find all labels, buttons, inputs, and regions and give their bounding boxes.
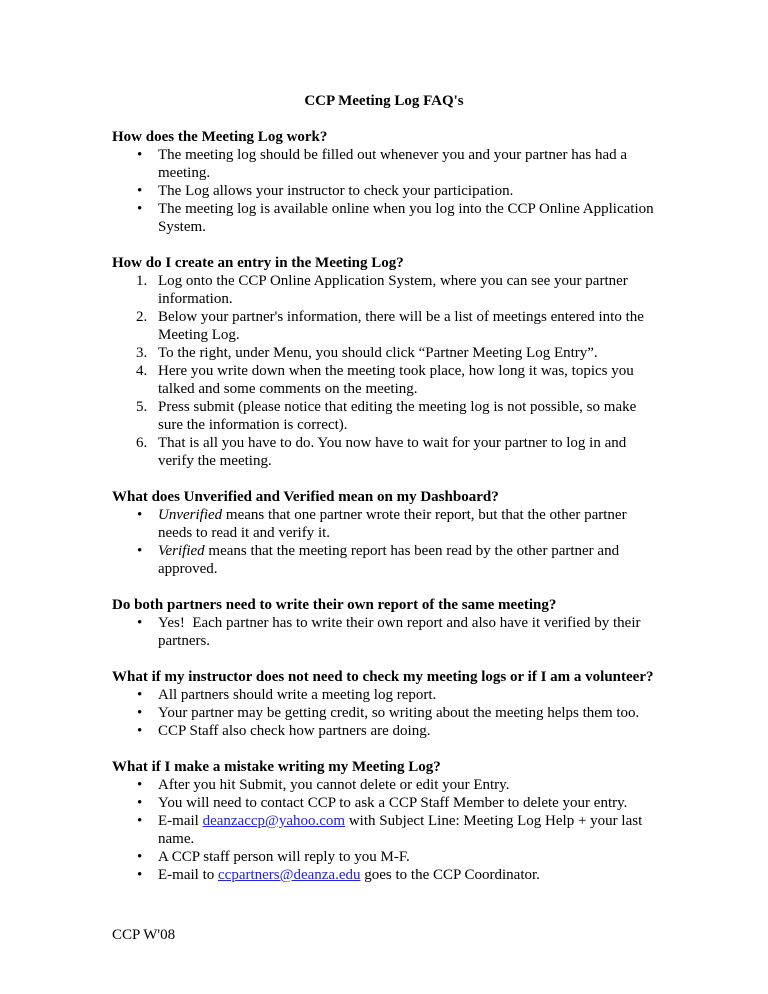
italic-text: Unverified — [158, 507, 223, 523]
faq-section — [112, 128, 656, 236]
list-item — [112, 398, 656, 434]
text-run: Press submit (please notice that editing the meeting log is not possible, so make sure the information is correct). — [158, 399, 641, 433]
text-run: means that one partner wrote their report, but that the other partner needs to read it and verify it. — [158, 507, 631, 541]
text-run: Your partner may be getting credit, so writing about the meeting helps them too. — [158, 705, 640, 721]
faq-section — [112, 668, 656, 740]
list-item — [112, 848, 656, 866]
section-heading: Do both partners need to write their own report of the same meeting? — [112, 597, 557, 613]
text-run: E-mail to — [158, 867, 218, 883]
text-run: The meeting log should be filled out whenever you and your partner has had a meeting. — [158, 147, 631, 181]
text-run: The meeting log is available online when you log into the CCP Online Application System. — [158, 201, 658, 235]
text-run: Here you write down when the meeting took place, how long it was, topics you talked and some comments on the meeting. — [158, 363, 638, 397]
list-item — [112, 272, 656, 308]
list-item — [112, 776, 656, 794]
section-heading: How do I create an entry in the Meeting Log? — [112, 255, 404, 271]
list-item — [112, 722, 656, 740]
email-link[interactable]: deanzaccp@yahoo.com — [202, 813, 346, 829]
list-item — [112, 200, 656, 236]
text-run: goes to the CCP Coordinator. — [360, 867, 540, 883]
document-body — [112, 92, 656, 884]
list-item — [112, 146, 656, 182]
faq-section — [112, 758, 656, 884]
text-run: You will need to contact CCP to ask a CCP Staff Member to delete your entry. — [158, 795, 628, 811]
list-item — [112, 614, 656, 650]
list-item — [112, 362, 656, 398]
bullet-list — [112, 686, 656, 740]
text-run: Log onto the CCP Online Application System, where you can see your partner information. — [158, 273, 632, 307]
list-item — [112, 812, 656, 848]
faq-section — [112, 488, 656, 578]
list-item — [112, 182, 656, 200]
list-item — [112, 686, 656, 704]
bullet-list — [112, 776, 656, 884]
text-run: means that the meeting report has been read by the other partner and approved. — [158, 543, 623, 577]
text-run: To the right, under Menu, you should click “Partner Meeting Log Entry”. — [158, 345, 598, 361]
faq-section — [112, 596, 656, 650]
section-heading: What if my instructor does not need to check my meeting logs or if I am a volunteer? — [112, 669, 654, 685]
bullet-list — [112, 614, 656, 650]
section-heading: How does the Meeting Log work? — [112, 129, 328, 145]
email-link[interactable]: ccpartners@deanza.edu — [218, 867, 361, 883]
text-run: with Subject Line: Meeting Log Help + your last name. — [158, 813, 646, 847]
text-run: A CCP staff person will reply to you M-F. — [158, 849, 410, 865]
text-run: All partners should write a meeting log report. — [158, 687, 437, 703]
list-item — [112, 866, 656, 884]
numbered-list — [112, 272, 656, 470]
list-item — [112, 344, 656, 362]
bullet-list — [112, 146, 656, 236]
list-item — [112, 704, 656, 722]
text-run: CCP Staff also check how partners are doing. — [158, 723, 431, 739]
bullet-list — [112, 506, 656, 578]
list-item — [112, 542, 656, 578]
text-run: E-mail — [158, 813, 203, 829]
section-heading: What does Unverified and Verified mean on my Dashboard? — [112, 489, 499, 505]
text-run: The Log allows your instructor to check your participation. — [158, 183, 514, 199]
list-item — [112, 506, 656, 542]
text-run: Yes! Each partner has to write their own report and also have it verified by their partners. — [158, 615, 645, 649]
text-run: Below your partner's information, there will be a list of meetings entered into the Meeting Log. — [158, 309, 648, 343]
section-heading: What if I make a mistake writing my Meeting Log? — [112, 759, 441, 775]
list-item — [112, 434, 656, 470]
text-run: After you hit Submit, you cannot delete or edit your Entry. — [158, 777, 510, 793]
faq-section — [112, 254, 656, 470]
text-run: That is all you have to do. You now have to wait for your partner to log in and verify the meeting. — [158, 435, 631, 469]
list-item — [112, 794, 656, 812]
list-item — [112, 308, 656, 344]
italic-text: Verified — [158, 543, 205, 559]
footer-text: CCP W'08 — [112, 927, 176, 943]
page-title: CCP Meeting Log FAQ's — [304, 93, 464, 109]
